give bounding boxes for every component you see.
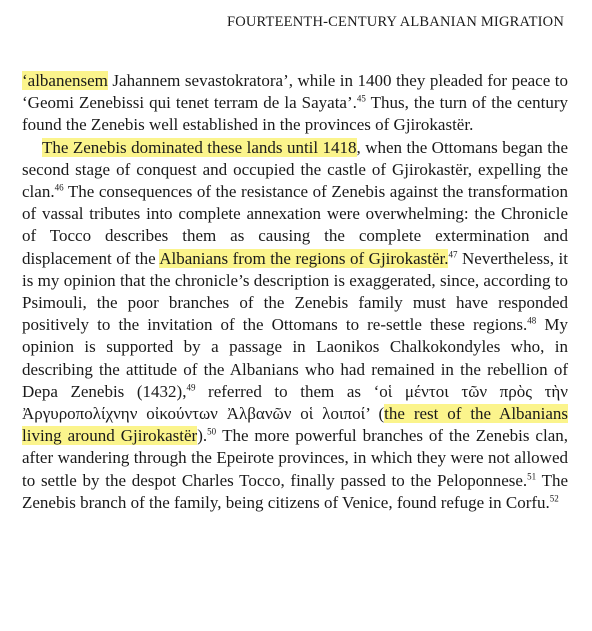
footnote-ref-49[interactable]: 49 (186, 382, 196, 393)
footnote-ref-50[interactable]: 50 (207, 426, 217, 437)
highlight-3[interactable]: Albanians from the regions of Gjirokastër. (159, 248, 449, 268)
footnote-ref-45[interactable]: 45 (356, 93, 366, 104)
paragraph-2 (22, 137, 568, 514)
body-text (22, 70, 568, 514)
text-span: , when the Ottomans began the second stage of conquest and occupied the castle of Gjirokastër, expelling the clan. (22, 137, 568, 202)
text-span: ). (197, 426, 208, 446)
footnote-ref-48[interactable]: 48 (527, 315, 537, 326)
text-span: The more powerful branches of the Zenebis clan, after wandering through the Epeirote provinces, in which they were not allowed to settle by the despot Charles Tocco, finally passed to the Peloponnese. (22, 426, 569, 490)
footnote-ref-47[interactable]: 47 (448, 249, 458, 260)
text-span: The consequences of the resistance of Zenebis against the transformation of vassal tributes into complete annexation were overwhelming: the Chronicle of Tocco describes them as causing the complete extermination and displacement of the (22, 182, 568, 268)
paragraph-1 (22, 70, 568, 137)
footnote-ref-46[interactable]: 46 (54, 182, 64, 193)
footnote-ref-51[interactable]: 51 (527, 471, 537, 482)
text-span: The Zenebis branch of the family, being citizens of Venice, found refuge in Corfu. (22, 470, 568, 512)
footnote-ref-52[interactable]: 52 (549, 493, 559, 504)
text-span: Thus, the turn of the century found the Zenebis well established in the provinces of Gjirokastër. (22, 93, 568, 135)
text-span: Jahannem sevastokratora’, while in 1400 they pleaded for peace to ‘Geomi Zenebissi qui tenet terram de la Sayata’. (22, 71, 568, 113)
text-span: Nevertheless, it is my opinion that the chronicle’s description is exaggerated, since, according to Psimouli, the poor branches of the Zenebis family must have responded positively to the invitation of the Ottomans to re-settle these regions. (22, 248, 568, 335)
highlight-2[interactable]: The Zenebis dominated these lands until 1418 (42, 137, 357, 157)
running-head: FOURTEENTH-CENTURY ALBANIAN MIGRATION (226, 14, 564, 30)
highlight-4[interactable]: the rest of the Albanians living around Gjirokastër (22, 404, 568, 446)
highlight-1[interactable]: ‘albanensem (22, 71, 108, 90)
text-span: referred to them as ‘οἱ μέντοι τῶν πρὸς τὴν Ἀργυροπολίχνην οἰκούντων Ἀλβανῶν οἱ λοιποί’ ( (22, 381, 568, 424)
text-span: My opinion is supported by a passage in Laonikos Chalkokondyles who, in describing the attitude of the Albanians who had remained in the rebellion of Depa Zenebis (1432), (22, 315, 568, 401)
